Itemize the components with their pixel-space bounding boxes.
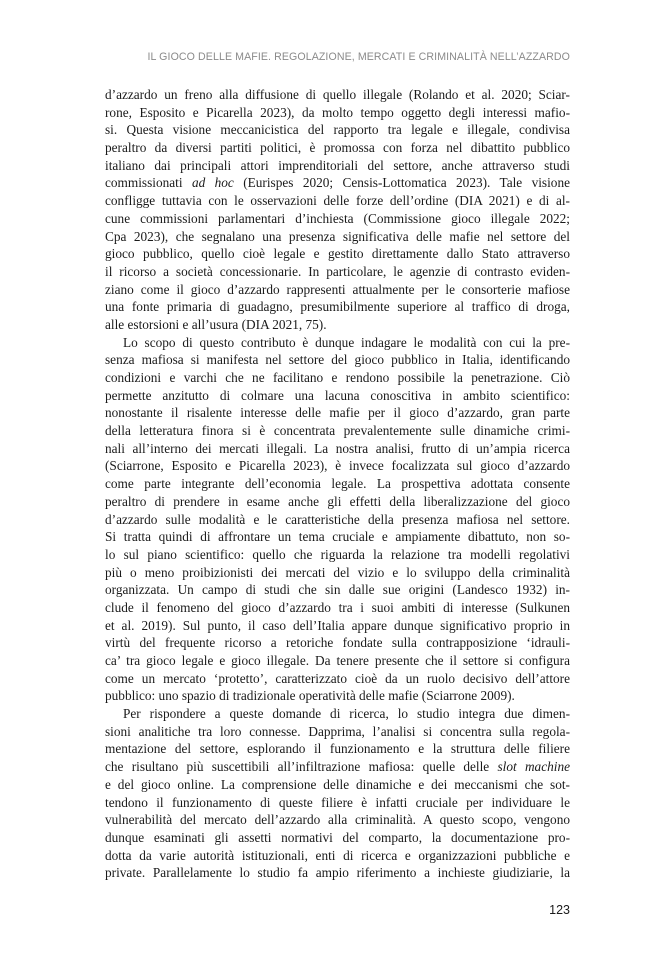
text-segment: (Sciarrone, Esposito e Picarella 2023), è invece focalizzata sul gioco d’azzardo xyxy=(105,458,570,474)
text-segment: virtù del frequente ricorso a retoriche fondate sulla contrapposizione ‘idrauli- xyxy=(105,635,570,651)
text-segment: e del gioco online. La comprensione delle dinamiche e dei meccanismi che sot- xyxy=(105,776,570,792)
text-segment: d’azzardo sulle modalità e le caratteristiche della presenza mafiosa nel settore. xyxy=(105,511,570,527)
text-line xyxy=(105,387,570,405)
text-segment: Per rispondere a queste domande di ricerca, lo studio integra due dimen- xyxy=(123,706,570,722)
text-segment: come un mercato ‘protetto’, caratterizzato cioè da un ruolo decisivo dell’attore xyxy=(105,670,570,686)
text-segment: commissionati xyxy=(105,175,192,191)
text-segment: della letteratura finora si è concentrata prevalentemente sulle dinamiche crimi- xyxy=(105,423,570,439)
text-line xyxy=(105,546,570,564)
text-line xyxy=(105,670,570,688)
text-segment: italiano dai principali attori imprenditoriali del settore, anche attraverso studi xyxy=(105,157,570,173)
text-segment: ca’ tra gioco legale e gioco illegale. Da tenere presente che il settore si configura xyxy=(105,653,570,668)
text-segment: più o meno proibizionisti dei mercati del vizio e lo sviluppo della criminalità xyxy=(105,564,570,580)
text-line xyxy=(105,351,570,369)
text-segment: peraltro da diversi partiti politici, è promossa con forza nel dibattito pubblico xyxy=(105,140,570,156)
text-line xyxy=(105,210,570,228)
text-segment: dunque esaminati gli assetti normativi del comparto, la documentazione pro- xyxy=(105,829,570,845)
text-segment: private. Parallelamente lo studio fa ampio riferimento a inchieste giudiziarie, la xyxy=(105,865,570,881)
text-segment: d’azzardo un freno alla diffusione di quello illegale (Rolando et al. 2020; Sciar- xyxy=(105,87,570,102)
text-segment: senza mafiosa si manifesta nel settore del gioco pubblico in Italia, identificando xyxy=(105,352,570,368)
text-segment: nali all’interno dei mercati illegali. La nostra analisi, frutto di un’ampia ricerca xyxy=(105,440,570,456)
text-segment: Si tratta quindi di affrontare un tema cruciale e ampiamente dibattuto, non so- xyxy=(105,529,570,545)
text-line xyxy=(105,157,570,175)
text-line xyxy=(105,493,570,511)
text-line xyxy=(105,617,570,635)
text-line xyxy=(105,174,570,192)
text-segment: et al. 2019). Sul punto, il caso dell’Italia appare dunque significativo proprio in xyxy=(105,617,570,633)
text-segment: sioni analitiche tra loro connesse. Dapprima, l’analisi si concentra sulla regola- xyxy=(105,723,570,739)
text-line xyxy=(105,281,570,299)
text-segment: peraltro di prendere in esame anche gli effetti della liberalizzazione del gioco xyxy=(105,493,570,509)
text-line xyxy=(105,192,570,210)
text-line xyxy=(105,723,570,741)
text-line xyxy=(105,864,570,882)
text-line xyxy=(105,581,570,599)
text-line xyxy=(105,334,570,352)
text-segment: rone, Esposito e Picarella 2023), da molto tempo oggetto degli interessi mafio- xyxy=(105,104,570,120)
text-segment: ziano come il gioco d’azzardo rappresenti attualmente per le consorterie mafiose xyxy=(105,281,570,297)
text-segment: pubblico: uno spazio di tradizionale operatività delle mafie (Sciarrone 2009). xyxy=(105,688,515,704)
text-segment: alle estorsioni e all’usura (DIA 2021, 75). xyxy=(105,316,327,332)
text-line xyxy=(105,847,570,865)
text-segment: mentazione del settore, esplorando il funzionamento e la struttura delle filiere xyxy=(105,741,570,757)
text-segment: confligge tuttavia con le osservazioni delle forze dell’ordine (DIA 2021) e di al- xyxy=(105,193,570,209)
italic-text: slot machine xyxy=(497,759,571,775)
text-segment: vulnerabilità del mercato dell’azzardo alla criminalità. A questo scopo, vengono xyxy=(105,812,570,828)
text-segment: che risultano più suscettibili all’infiltrazione mafiosa: quelle delle xyxy=(105,759,498,775)
text-segment: cune commissioni parlamentari d’inchiesta (Commissione gioco illegale 2022; xyxy=(105,210,570,226)
text-line xyxy=(105,811,570,829)
text-line xyxy=(105,298,570,316)
running-head: IL GIOCO DELLE MAFIE. REGOLAZIONE, MERCATI E CRIMINALITÀ NELL’AZZARDO xyxy=(147,51,570,63)
body-text xyxy=(105,86,570,882)
text-line xyxy=(105,404,570,422)
text-line xyxy=(105,687,570,705)
text-segment: come parte integrante dell’economia legale. La prospettiva adottata consente xyxy=(105,476,570,492)
text-segment: permette anzitutto di colmare una lacuna conoscitiva in ambito scientifico: xyxy=(105,387,570,403)
text-line xyxy=(105,794,570,812)
text-line xyxy=(105,528,570,546)
text-line xyxy=(105,104,570,122)
text-segment: dotta da varie autorità istituzionali, enti di ricerca e organizzazioni pubbliche e xyxy=(105,847,570,863)
text-line xyxy=(105,740,570,758)
text-segment: lo sul piano scientifico: quello che riguarda la relazione tra modelli regolativi xyxy=(105,546,570,562)
text-line xyxy=(105,369,570,387)
text-line xyxy=(105,564,570,582)
page-number: 123 xyxy=(549,903,570,917)
text-line xyxy=(105,475,570,493)
text-line xyxy=(105,263,570,281)
text-segment: organizzata. Un campo di studi che sin dalle sue origini (Landesco 1932) in- xyxy=(105,582,570,598)
text-line xyxy=(105,634,570,652)
text-segment: clude il fenomeno del gioco d’azzardo tra i suoi ambiti di interesse (Sulkunen xyxy=(105,599,570,615)
text-line xyxy=(105,139,570,157)
text-segment: condizioni e varchi che ne facilitano e rendono possibile la penetrazione. Ciò xyxy=(105,370,570,385)
text-line xyxy=(105,422,570,440)
text-line xyxy=(105,440,570,458)
text-segment: nonostante il risalente interesse delle mafie per il gioco d’azzardo, gran parte xyxy=(105,405,570,421)
text-segment: Cpa 2023), che segnalano una presenza significativa delle mafie nel settore del xyxy=(105,228,570,244)
italic-text: ad hoc xyxy=(191,175,234,191)
text-line xyxy=(105,245,570,263)
text-line xyxy=(105,228,570,246)
text-segment: il ricorso a società concessionarie. In particolare, le agenzie di contrasto eviden- xyxy=(105,263,570,279)
text-segment: tendono il funzionamento di queste filiere è infatti cruciale per individuare le xyxy=(105,794,570,810)
text-line xyxy=(105,758,570,776)
text-segment: (Eurispes 2020; Censis-Lottomatica 2023). Tale visione xyxy=(233,175,571,191)
text-line xyxy=(105,121,570,139)
text-line xyxy=(105,316,570,334)
text-segment: si. Questa visione meccanicistica del rapporto tra legale e illegale, condivisa xyxy=(105,122,570,138)
text-line xyxy=(105,652,570,670)
text-segment: Lo scopo di questo contributo è dunque indagare le modalità con cui la pre- xyxy=(123,334,570,350)
text-line xyxy=(105,599,570,617)
text-line xyxy=(105,511,570,529)
text-segment: gioco pubblico, quello cioè legale e gestito direttamente dallo Stato attraverso xyxy=(105,246,570,262)
text-line xyxy=(105,86,570,104)
text-line xyxy=(105,829,570,847)
text-line xyxy=(105,776,570,794)
text-line xyxy=(105,457,570,475)
text-line xyxy=(105,705,570,723)
text-segment: una fonte primaria di guadagno, presumibilmente superiore al traffico di droga, xyxy=(105,299,570,315)
